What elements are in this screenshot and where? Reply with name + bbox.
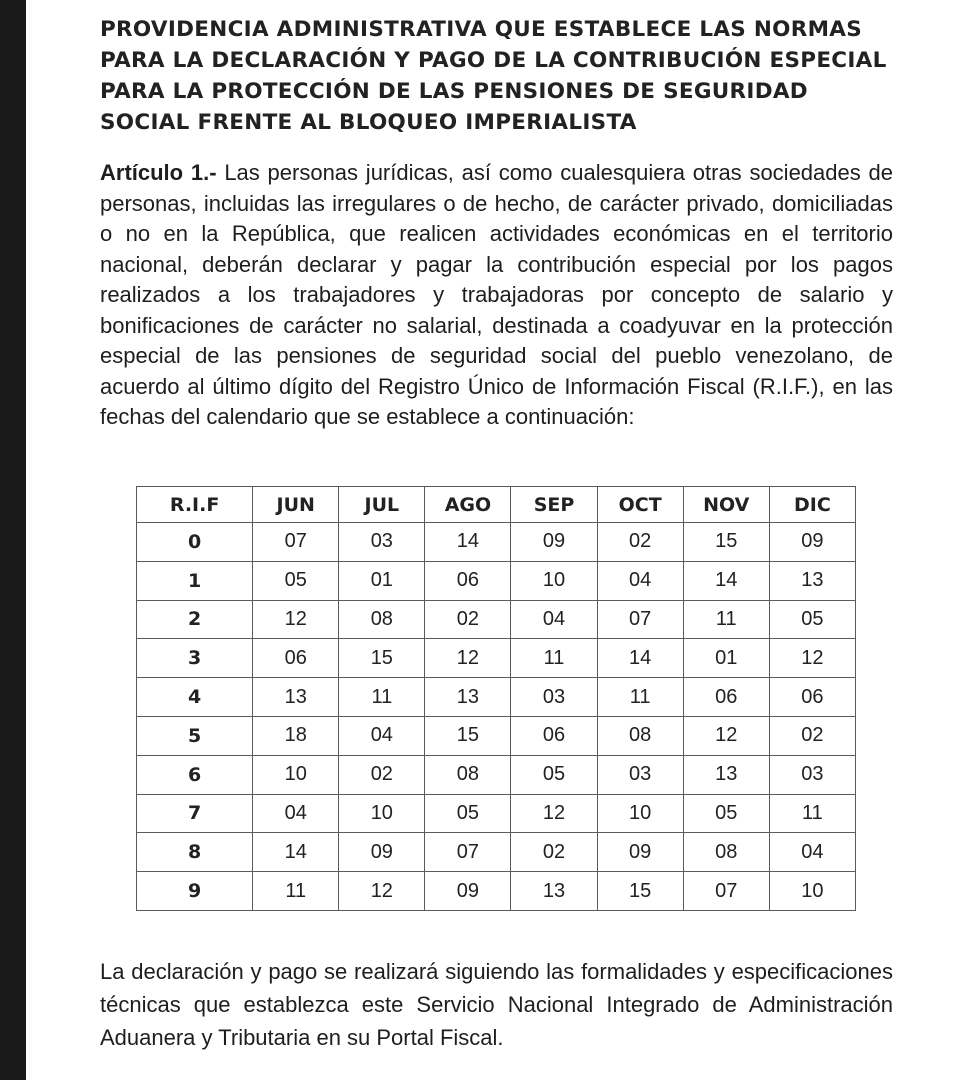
rif-digit-cell: 2	[137, 600, 253, 639]
date-cell: 10	[253, 755, 339, 794]
rif-digit-cell: 6	[137, 755, 253, 794]
header-jul: JUL	[339, 487, 425, 523]
date-cell: 02	[597, 523, 683, 562]
table-row	[137, 716, 856, 755]
date-cell: 03	[511, 678, 597, 717]
date-cell: 04	[769, 833, 855, 872]
date-cell: 02	[511, 833, 597, 872]
rif-calendar-table	[136, 486, 856, 911]
date-cell: 07	[683, 872, 769, 911]
date-cell: 12	[683, 716, 769, 755]
date-cell: 04	[253, 794, 339, 833]
article-label: Artículo 1.-	[100, 160, 217, 185]
date-cell: 05	[253, 561, 339, 600]
date-cell: 09	[511, 523, 597, 562]
date-cell: 14	[253, 833, 339, 872]
date-cell: 09	[769, 523, 855, 562]
date-cell: 11	[769, 794, 855, 833]
rif-digit-cell: 1	[137, 561, 253, 600]
date-cell: 15	[425, 716, 511, 755]
rif-digit-cell: 0	[137, 523, 253, 562]
table-row	[137, 794, 856, 833]
header-rif: R.I.F	[137, 487, 253, 523]
date-cell: 13	[253, 678, 339, 717]
date-cell: 13	[511, 872, 597, 911]
date-cell: 04	[339, 716, 425, 755]
date-cell: 05	[511, 755, 597, 794]
date-cell: 12	[425, 639, 511, 678]
date-cell: 14	[683, 561, 769, 600]
table-row	[137, 561, 856, 600]
date-cell: 03	[339, 523, 425, 562]
date-cell: 18	[253, 716, 339, 755]
date-cell: 04	[511, 600, 597, 639]
date-cell: 12	[769, 639, 855, 678]
date-cell: 11	[511, 639, 597, 678]
date-cell: 11	[339, 678, 425, 717]
date-cell: 06	[683, 678, 769, 717]
date-cell: 10	[769, 872, 855, 911]
header-jun: JUN	[253, 487, 339, 523]
date-cell: 07	[597, 600, 683, 639]
date-cell: 06	[253, 639, 339, 678]
date-cell: 14	[425, 523, 511, 562]
rif-digit-cell: 7	[137, 794, 253, 833]
date-cell: 13	[683, 755, 769, 794]
header-nov: NOV	[683, 487, 769, 523]
document-title: PROVIDENCIA ADMINISTRATIVA QUE ESTABLECE LAS NORMAS PARA LA DECLARACIÓN Y PAGO DE LA CONTRIBUCIÓN ESPECIAL PARA LA PROTECCIÓN DE LAS PENSIONES DE SEGURIDAD SOCIAL FRENTE AL BLOQUEO IMPERIALISTA	[100, 17, 887, 135]
date-cell: 02	[769, 716, 855, 755]
table-row	[137, 523, 856, 562]
document-page	[100, 14, 893, 1050]
date-cell: 12	[253, 600, 339, 639]
rif-digit-cell: 5	[137, 716, 253, 755]
date-cell: 13	[425, 678, 511, 717]
rif-digit-cell: 8	[137, 833, 253, 872]
date-cell: 01	[683, 639, 769, 678]
left-border	[0, 0, 26, 1080]
rif-digit-cell: 4	[137, 678, 253, 717]
date-cell: 04	[597, 561, 683, 600]
article-text: Las personas jurídicas, así como cualesquiera otras sociedades de personas, incluidas las irregulares o de hecho, de carácter privado, domiciliadas o no en la República, que realicen actividades económicas en el territorio nacional, deberán declarar y pagar la contribución especial por los pagos realizados a los trabajadores y trabajadoras por concepto de salario y bonificaciones de carácter no salarial, destinada a coadyuvar en la protección especial de las pensiones de seguridad social del pueblo venezolano, de acuerdo al último dígito del Registro Único de Información Fiscal (R.I.F.), en las fechas del calendario que se establece a continuación:	[100, 160, 893, 429]
date-cell: 08	[683, 833, 769, 872]
header-oct: OCT	[597, 487, 683, 523]
date-cell: 05	[769, 600, 855, 639]
date-cell: 02	[339, 755, 425, 794]
table-row	[137, 639, 856, 678]
date-cell: 10	[597, 794, 683, 833]
header-ago: AGO	[425, 487, 511, 523]
date-cell: 10	[339, 794, 425, 833]
date-cell: 01	[339, 561, 425, 600]
rif-digit-cell: 9	[137, 872, 253, 911]
date-cell: 05	[683, 794, 769, 833]
table-row	[137, 600, 856, 639]
date-cell: 11	[253, 872, 339, 911]
date-cell: 03	[769, 755, 855, 794]
date-cell: 06	[511, 716, 597, 755]
article-paragraph	[100, 158, 893, 433]
table-row	[137, 755, 856, 794]
date-cell: 14	[597, 639, 683, 678]
header-sep: SEP	[511, 487, 597, 523]
table-row	[137, 678, 856, 717]
date-cell: 13	[769, 561, 855, 600]
date-cell: 09	[339, 833, 425, 872]
date-cell: 02	[425, 600, 511, 639]
rif-digit-cell: 3	[137, 639, 253, 678]
date-cell: 06	[769, 678, 855, 717]
date-cell: 11	[683, 600, 769, 639]
table-row	[137, 872, 856, 911]
date-cell: 06	[425, 561, 511, 600]
table-row	[137, 833, 856, 872]
date-cell: 09	[597, 833, 683, 872]
table-header-row	[137, 487, 856, 523]
date-cell: 07	[253, 523, 339, 562]
date-cell: 03	[597, 755, 683, 794]
date-cell: 08	[425, 755, 511, 794]
date-cell: 09	[425, 872, 511, 911]
date-cell: 08	[597, 716, 683, 755]
date-cell: 15	[683, 523, 769, 562]
date-cell: 11	[597, 678, 683, 717]
date-cell: 10	[511, 561, 597, 600]
header-dic: DIC	[769, 487, 855, 523]
footer-paragraph: La declaración y pago se realizará siguiendo las formalidades y especificaciones técnicas que establezca este Servicio Nacional Integrado de Administración Aduanera y Tributaria en su Portal Fiscal.	[100, 959, 893, 1050]
date-cell: 12	[339, 872, 425, 911]
date-cell: 15	[339, 639, 425, 678]
date-cell: 08	[339, 600, 425, 639]
date-cell: 05	[425, 794, 511, 833]
date-cell: 15	[597, 872, 683, 911]
date-cell: 07	[425, 833, 511, 872]
date-cell: 12	[511, 794, 597, 833]
